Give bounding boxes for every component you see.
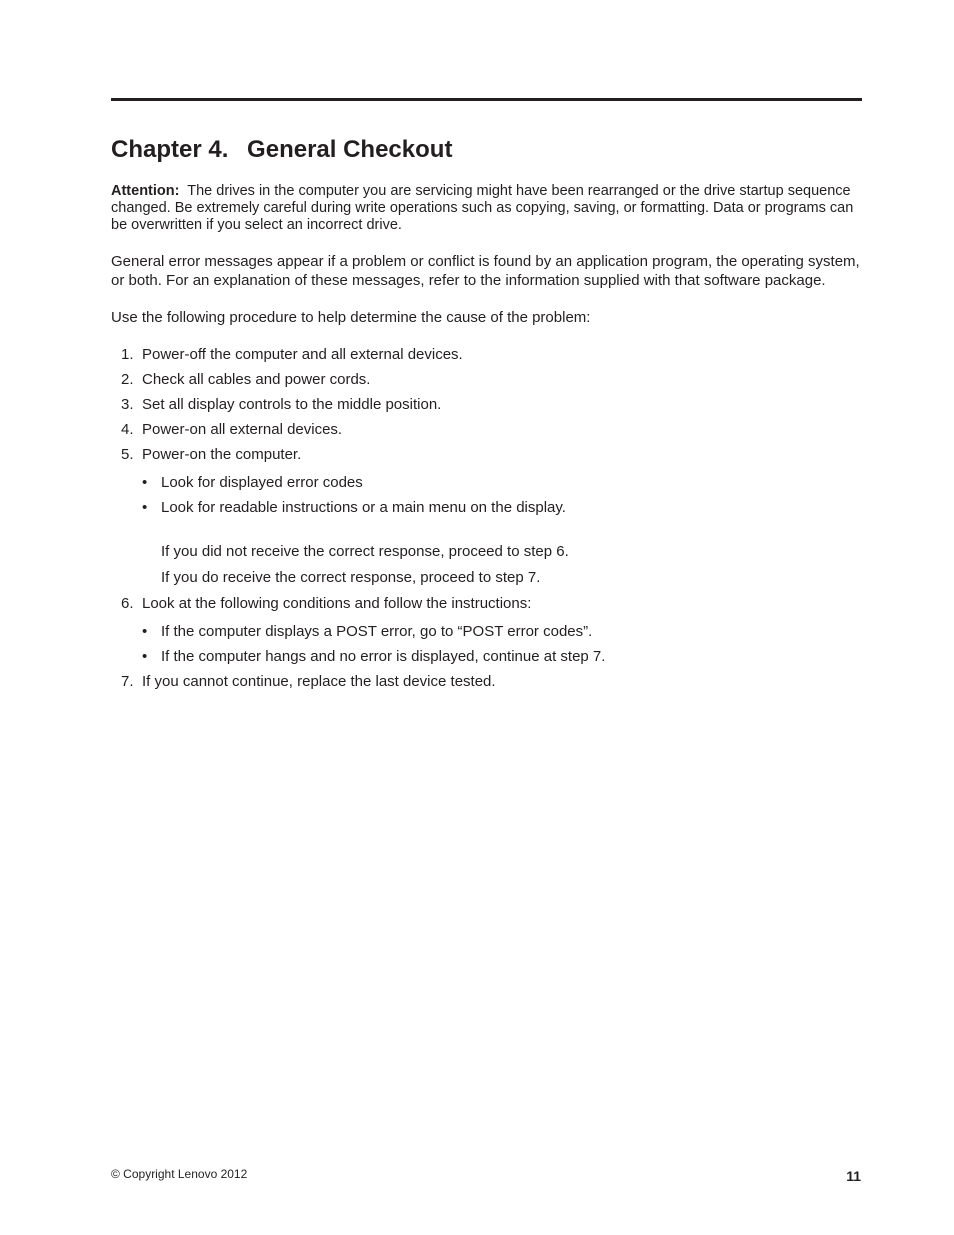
- step-text: Power-on all external devices.: [142, 421, 343, 438]
- bullet-text: If the computer displays a POST error, go to “POST error codes”.: [161, 623, 593, 640]
- bullet-icon: •: [142, 499, 148, 516]
- step-number: 6.: [121, 595, 134, 612]
- chapter-title: General Checkout: [247, 136, 453, 163]
- bullet-item: [142, 647, 862, 666]
- step-text: Set all display controls to the middle position.: [142, 396, 442, 413]
- chapter-number: Chapter 4.: [111, 136, 229, 163]
- step-number: 4.: [121, 421, 134, 438]
- chapter-heading: [111, 134, 452, 166]
- step-number: 3.: [121, 396, 134, 413]
- bullet-item: [142, 473, 862, 492]
- step-6-bullets: [142, 622, 862, 666]
- step-text: Look at the following conditions and follow the instructions:: [142, 595, 532, 612]
- attention-text: The drives in the computer you are servicing might have been rearranged or the drive startup sequence changed. Be extremely careful during write operations such as copying, saving, or formatting. Data or programs can be overwritten if you select an incorrect drive.: [111, 183, 854, 233]
- step-4: [111, 420, 862, 439]
- step-6: [111, 594, 862, 666]
- step-text: Power-on the computer.: [142, 446, 302, 463]
- step-5-note-no-response: If you did not receive the correct response, proceed to step 6.: [161, 543, 569, 560]
- procedure-intro: Use the following procedure to help determine the cause of the problem:: [111, 309, 591, 326]
- step-1: [111, 345, 862, 364]
- step-5-note-response: If you do receive the correct response, proceed to step 7.: [161, 569, 541, 586]
- attention-label: Attention:: [111, 183, 180, 199]
- bullet-icon: •: [142, 648, 148, 665]
- step-text: If you cannot continue, replace the last device tested.: [142, 673, 496, 690]
- step-number: 5.: [121, 446, 134, 463]
- step-5-bullets: [142, 473, 862, 517]
- bullet-icon: •: [142, 474, 148, 491]
- step-7: [111, 672, 862, 691]
- chapter-top-rule: [111, 98, 862, 101]
- copyright-notice: © Copyright Lenovo 2012: [111, 1167, 248, 1181]
- step-number: 2.: [121, 371, 134, 388]
- procedure-steps: [111, 345, 862, 691]
- attention-notice: [111, 183, 862, 234]
- step-2: [111, 370, 862, 389]
- step-number: 1.: [121, 346, 134, 363]
- bullet-text: If the computer hangs and no error is displayed, continue at step 7.: [161, 648, 606, 665]
- step-text: Power-off the computer and all external devices.: [142, 346, 463, 363]
- bullet-text: Look for displayed error codes: [161, 474, 363, 491]
- bullet-icon: •: [142, 623, 148, 640]
- bullet-item: [142, 498, 862, 517]
- page-content: [111, 183, 862, 697]
- step-3: [111, 395, 862, 414]
- general-errors-paragraph: General error messages appear if a problem or conflict is found by an application program, the operating system, or both. For an explanation of these messages, refer to the information supplied with that software package.: [111, 253, 860, 289]
- step-number: 7.: [121, 673, 134, 690]
- step-text: Check all cables and power cords.: [142, 371, 371, 388]
- step-5: [111, 445, 862, 587]
- bullet-item: [142, 622, 862, 641]
- page-number: 11: [846, 1168, 861, 1184]
- bullet-text: Look for readable instructions or a main menu on the display.: [161, 499, 566, 516]
